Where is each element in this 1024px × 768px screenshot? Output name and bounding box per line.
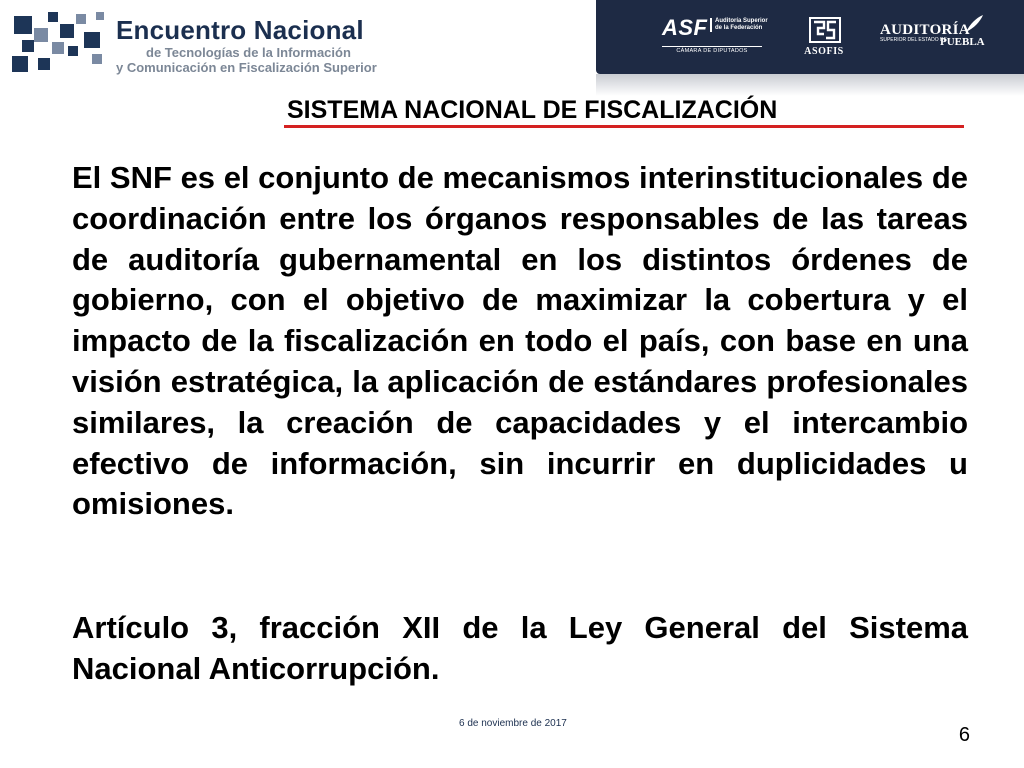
asf-logo-side: Auditoría Superior de la Federación: [710, 18, 773, 32]
slide-title: SISTEMA NACIONAL DE FISCALIZACIÓN: [287, 96, 778, 124]
event-subtitle-line2: y Comunicación en Fiscalización Superior: [116, 60, 377, 75]
event-subtitle-line1: de Tecnologías de la Información: [146, 45, 351, 60]
event-logo: [8, 10, 408, 80]
auditoria-logo-main: AUDITORÍA: [880, 22, 970, 38]
event-title: Encuentro Nacional: [116, 15, 364, 45]
auditoria-logo-city: PUEBLA: [940, 36, 985, 48]
partner-logo-band: [596, 0, 1024, 74]
asofis-logo: [796, 16, 852, 60]
pixel-square-mark-icon: [8, 10, 108, 74]
title-underline: [284, 125, 964, 128]
asofis-mark-icon: [808, 16, 842, 44]
page-number: 6: [958, 724, 970, 746]
footer-date: 6 de noviembre de 2017: [459, 718, 567, 729]
source-citation: Artículo 3, fracción XII de la Ley General del Sistema Nacional Anticorrupción.: [72, 610, 968, 686]
auditoria-puebla-logo: [878, 14, 988, 58]
asf-logo-main: ASF: [662, 15, 708, 40]
asofis-logo-text: ASOFIS: [804, 46, 844, 57]
definition-paragraph: El SNF es el conjunto de mecanismos interinstitucionales de coordinación entre los órganos responsables de las tareas de auditoría gubernamental en los distintos órdenes de gobierno, con el objetivo de maximizar la cobertura y el impacto de la fiscalización en todo el país, con base en una visión estratégica, la aplicación de estándares profesionales similares, la creación de capacidades y el intercambio efectivo de información, sin incurrir en duplicidades u omisiones.: [72, 160, 968, 522]
asf-logo: [662, 16, 772, 58]
auditoria-logo-small: SUPERIOR DEL ESTADO DE: [880, 37, 947, 43]
band-shadow: [596, 74, 1024, 96]
asf-logo-foot: CÁMARA DE DIPUTADOS: [662, 46, 762, 55]
